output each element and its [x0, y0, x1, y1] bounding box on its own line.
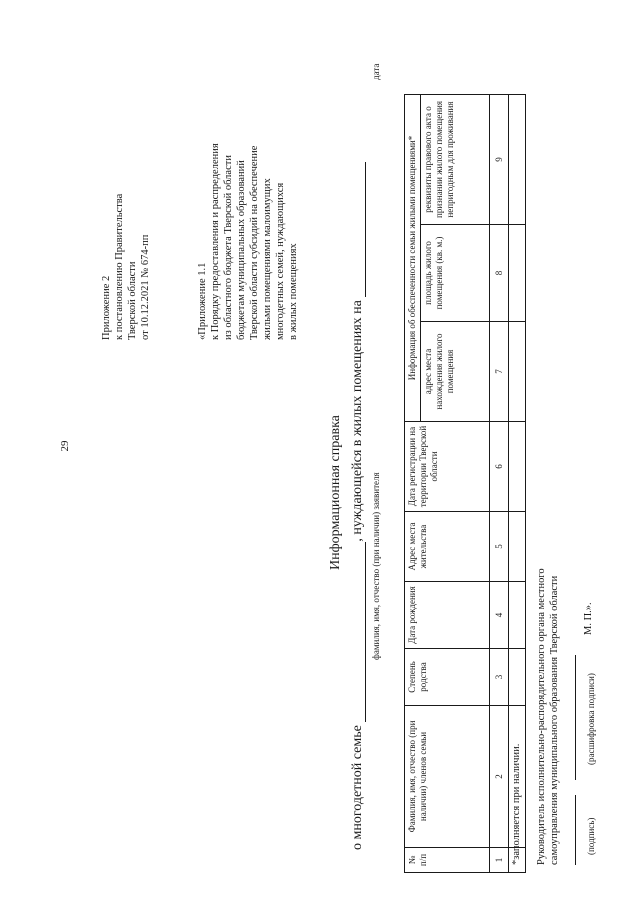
intro-prefix: о многодетной семье: [350, 725, 365, 850]
date-hint: дата: [371, 63, 381, 80]
header-num: № п/п: [405, 848, 490, 873]
signature-line-1: Руководитель исполнительно-распорядительного органа местного: [536, 568, 547, 865]
table-cell: [509, 322, 526, 422]
table-cell: [509, 649, 526, 706]
header-housing-act: реквизиты правового акта о признании жилого помещения непригодным для проживания: [421, 95, 490, 225]
header-fio: Фамилия, имя, отчество (при наличии) членов семьи: [405, 706, 490, 848]
column-number-7: 7: [490, 322, 509, 422]
appendix-2-line-4: от 10.12.2021 № 674-пп: [140, 234, 151, 340]
appendix-1-1-line-5: Тверской области субсидий на обеспечение: [249, 145, 260, 340]
header-registration: Дата регистрации на территории Тверской области: [405, 422, 490, 512]
appendix-2-line-2: к постановлению Правительства: [114, 193, 125, 340]
appendix-2-line-1: Приложение 2: [101, 275, 112, 340]
family-info-table: [404, 94, 526, 873]
date-blank: [365, 162, 366, 297]
footnote: *заполняется при наличии.: [511, 743, 522, 865]
header-housing-area: площадь жилого помещения (кв. м.): [421, 225, 490, 322]
column-number-4: 4: [490, 582, 509, 649]
intro-line: [350, 162, 366, 850]
stamp-mark: М. П.».: [583, 602, 594, 635]
column-number-8: 8: [490, 225, 509, 322]
header-housing-group: Информация об обеспеченности семьи жилыми помещениями*: [405, 95, 421, 422]
appendix-1-1-line-8: в жилых помещениях: [288, 243, 299, 340]
appendix-1-1-line-4: бюджетам муниципальных образований: [236, 160, 247, 340]
appendix-1-1-line-3: из областного бюджета Тверской области: [223, 155, 234, 340]
name-hint: фамилия, имя, отчество (при наличии) заявителя: [371, 472, 381, 660]
table-cell: [509, 95, 526, 225]
table-cell: [509, 582, 526, 649]
appendix-1-1-line-2: к Порядку предоставления и распределения: [210, 143, 221, 340]
column-number-5: 5: [490, 512, 509, 582]
signature-decode-blank: [575, 655, 576, 780]
sign-decode-hint: (расшифровка подписи): [586, 673, 596, 765]
column-number-1: 1: [490, 848, 509, 873]
header-relation: Степень родства: [405, 649, 490, 706]
signature-blank: [575, 795, 576, 865]
document-title: Информационная справка: [328, 415, 343, 570]
table-cell: [509, 225, 526, 322]
column-number-2: 2: [490, 706, 509, 848]
column-number-3: 3: [490, 649, 509, 706]
name-blank: [365, 542, 366, 722]
appendix-2-line-3: Тверской области: [127, 261, 138, 340]
appendix-1-1-line-6: жильми помещениями малоимущих: [262, 178, 273, 340]
sign-hint: (подпись): [586, 817, 596, 855]
column-number-6: 6: [490, 422, 509, 512]
table-cell: [509, 422, 526, 512]
intro-suffix: , нуждающейся в жилых помещениях на: [350, 300, 365, 542]
signature-line-2: самоуправления муниципального образования Тверской области: [549, 575, 560, 865]
column-number-9: 9: [490, 95, 509, 225]
appendix-1-1-line-7: многодетных семей, нуждающихся: [275, 182, 286, 340]
page-number: 29: [59, 440, 71, 452]
header-address: Адрес места жительства: [405, 512, 490, 582]
header-housing-address: адрес места нахождения жилого помещения: [421, 322, 490, 422]
appendix-1-1-line-1: «Приложение 1.1: [197, 262, 208, 340]
table-cell: [509, 512, 526, 582]
header-birth: Дата рождения: [405, 582, 490, 649]
